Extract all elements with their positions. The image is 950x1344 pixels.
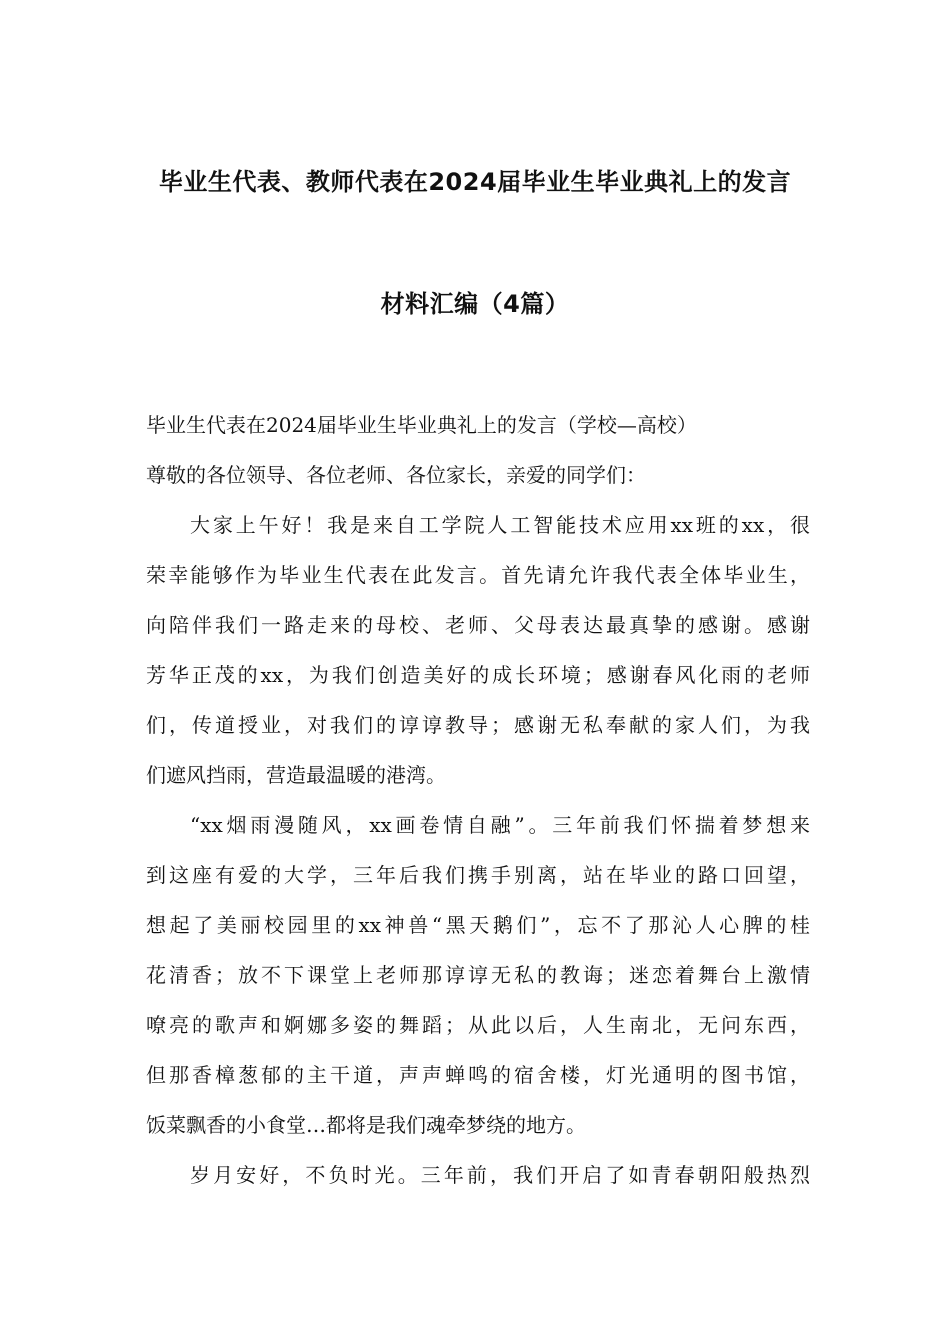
paragraph-2-line: 饭菜飘香的小食堂…都将是我们魂牵梦绕的地方。 bbox=[146, 1113, 586, 1137]
paragraph-2-line: 花清香；放不下课堂上老师那谆谆无私的教诲；迷恋着舞台上激情 bbox=[146, 963, 810, 987]
paragraph-1-line: 们，传道授业，对我们的谆谆教导；感谢无私奉献的家人们，为我 bbox=[146, 713, 810, 737]
section-heading: 毕业生代表在2024届毕业生毕业典礼上的发言（学校—高校） bbox=[146, 413, 697, 437]
paragraph-1-line: 荣幸能够作为毕业生代表在此发言。首先请允许我代表全体毕业生， bbox=[146, 563, 810, 587]
salutation: 尊敬的各位领导、各位老师、各位家长，亲爱的同学们： bbox=[146, 463, 646, 487]
paragraph-1-line: 向陪伴我们一路走来的母校、老师、父母表达最真挚的感谢。感谢 bbox=[146, 613, 810, 637]
paragraph-2-line: 但那香樟葱郁的主干道，声声蝉鸣的宿舍楼，灯光通明的图书馆， bbox=[146, 1063, 810, 1087]
paragraph-3-line: 岁月安好，不负时光。三年前，我们开启了如青春朝阳般热烈 bbox=[190, 1163, 810, 1187]
document-title-line-2: 材料汇编（4篇） bbox=[380, 290, 570, 318]
paragraph-2-line: 到这座有爱的大学，三年后我们携手别离，站在毕业的路口回望， bbox=[146, 863, 810, 887]
paragraph-2-line: 嘹亮的歌声和婀娜多姿的舞蹈；从此以后，人生南北，无问东西， bbox=[146, 1013, 810, 1037]
document-title-line-1: 毕业生代表、教师代表在2024届毕业生毕业典礼上的发言 bbox=[158, 168, 792, 196]
paragraph-1-line: 们遮风挡雨，营造最温暖的港湾。 bbox=[146, 763, 446, 787]
paragraph-2-line: 想起了美丽校园里的xx神兽“黑天鹅们”，忘不了那沁人心脾的桂 bbox=[146, 913, 810, 937]
paragraph-2-line: “xx烟雨漫随风，xx画卷情自融”。三年前我们怀揣着梦想来 bbox=[190, 813, 810, 837]
paragraph-1-line: 芳华正茂的xx，为我们创造美好的成长环境；感谢春风化雨的老师 bbox=[146, 663, 810, 687]
paragraph-1-line: 大家上午好！我是来自工学院人工智能技术应用xx班的xx，很 bbox=[190, 513, 810, 537]
document-body bbox=[146, 400, 810, 1200]
